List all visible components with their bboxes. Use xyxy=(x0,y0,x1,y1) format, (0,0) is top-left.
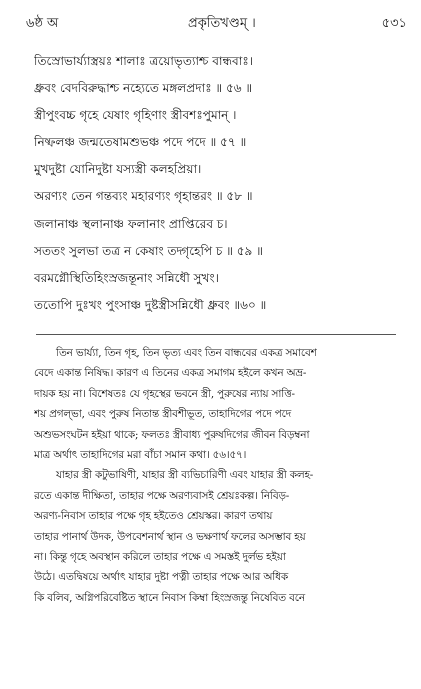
verse-line: জলানাঞ্চ স্থলানাঞ্চ ফলানাং প্রাপ্তিরেব চ। xyxy=(34,216,228,231)
commentary-line: দায়ক হয় না। বিশেষতঃ যে গৃহস্থের ভবনে স্ত্রী, পুরুষের ন্যায় সাত্তি- xyxy=(34,387,295,400)
verse-line: বরমগ্নৌস্থিতিহিংস্রজন্তূনাং সন্নিধৌ সুখং। xyxy=(34,270,219,285)
bengali-commentary xyxy=(34,343,420,608)
commentary-line: মাত্র অর্থাৎ তাহাদিগের মরা বাঁচা সমান কথা। ৫৬।৫৭। xyxy=(34,448,247,461)
commentary-line: অরণ্য-নিবাস তাহার পক্ষে গৃহ হইতেও শ্রেয়স্কর। কারণ তথায় xyxy=(34,510,273,523)
chapter-label: ৬ষ্ঠ অ xyxy=(26,16,59,31)
commentary-line: তিন ভার্য্যা, তিন গৃহ, তিন ভৃত্য এবং তিন বান্ধবের একত্র সমাবেশ xyxy=(56,347,317,359)
commentary-line: বেদে একান্ত নিষিদ্ধ। কারণ এ তিনের একত্র সমাগম হইলে কখন অভ্র- xyxy=(34,367,307,380)
verse-line: মুখদুষ্টা যোনিদুষ্টা যস্যস্ত্রী কলহপ্রিয়া। xyxy=(34,162,202,177)
commentary-line: শয় প্রগল্ভা, এবং পুরুষ নিতান্ত স্ত্রীবশীভূত, তাহাদিগের পদে পদে xyxy=(34,408,292,421)
commentary-line: অশুভসংঘটন হইয়া থাকে; ফলতঃ স্ত্রীবাধ্য পুরুষদিগের জীবন বিড়ম্বনা xyxy=(34,428,310,441)
page-header xyxy=(26,14,407,38)
commentary-line: কি বলিব, অগ্নিপরিবেষ্টিত স্থানে নিবাস কিম্বা হিংস্রজন্তু নিষেবিত বনে xyxy=(34,591,305,604)
verse-line: ধ্রুবং বেদবিরুদ্ধাশ্চ নহ্যেতে মঙ্গলপ্রদাঃ ॥ ৫৬ ॥ xyxy=(34,81,253,96)
verse-line: অরণ্যং তেন গন্তব্যং মহারণ্যং গৃহান্তরং ॥ ৫৮ ॥ xyxy=(34,189,253,204)
commentary-line: রতে একান্ত দীক্ষিতা, তাহার পক্ষে অরণ্যবাসই শ্রেয়ঃকল্প। নিবিড়- xyxy=(34,489,290,502)
page-number: ৫৩১ xyxy=(381,16,407,31)
commentary-line: না। কিন্তু গৃহে অবস্থান করিলে তাহার পক্ষে এ সমস্তই দুর্লভ হইয়া xyxy=(34,550,286,563)
book-title: প্রকৃতিখণ্ডম্ । xyxy=(188,16,256,31)
commentary-line: তাহার পানার্থ উদক, উপবেশনার্থ স্থান ও ভক্ষণার্থ ফলের অসম্ভাব হয় xyxy=(34,530,306,543)
verse-line: তিস্রোভার্য্যাস্ত্রয়ঃ শালাঃ ত্রয়োভৃত্যাশ্চ বান্ধবাঃ। xyxy=(34,54,254,68)
section-divider xyxy=(36,334,396,335)
sanskrit-verses xyxy=(34,48,414,319)
commentary-line: যাহার স্ত্রী কটুভাষিণী, যাহার স্ত্রী ব্যভিচারিণী এবং যাহার স্ত্রী কলহ- xyxy=(56,469,314,482)
verse-line: নিষ্ফলঞ্চ জন্মতেষামশুভঞ্চ পদে পদে ॥ ৫৭ ॥ xyxy=(34,135,247,150)
verse-line: স্ত্রীপুংবচ্চ গৃহে যেষাং গৃহিণাং স্ত্রীবশঃপুমান্ । xyxy=(34,108,237,123)
verse-line: ততোপি দুঃখং পুংসাঞ্চ দুষ্টস্ত্রীসন্নিধৌ ধ্রুবং ॥৬০ ॥ xyxy=(34,297,267,312)
commentary-line: উঠে। এতদ্বিষয়ে অর্থাৎ যাহার দুষ্টা পত্নী তাহার পক্ষে আর অধিক xyxy=(34,571,288,584)
verse-line: সততং সুলভা তত্র ন কেষাং তদ্গৃহেপি চ ॥ ৫৯ ॥ xyxy=(34,243,263,258)
